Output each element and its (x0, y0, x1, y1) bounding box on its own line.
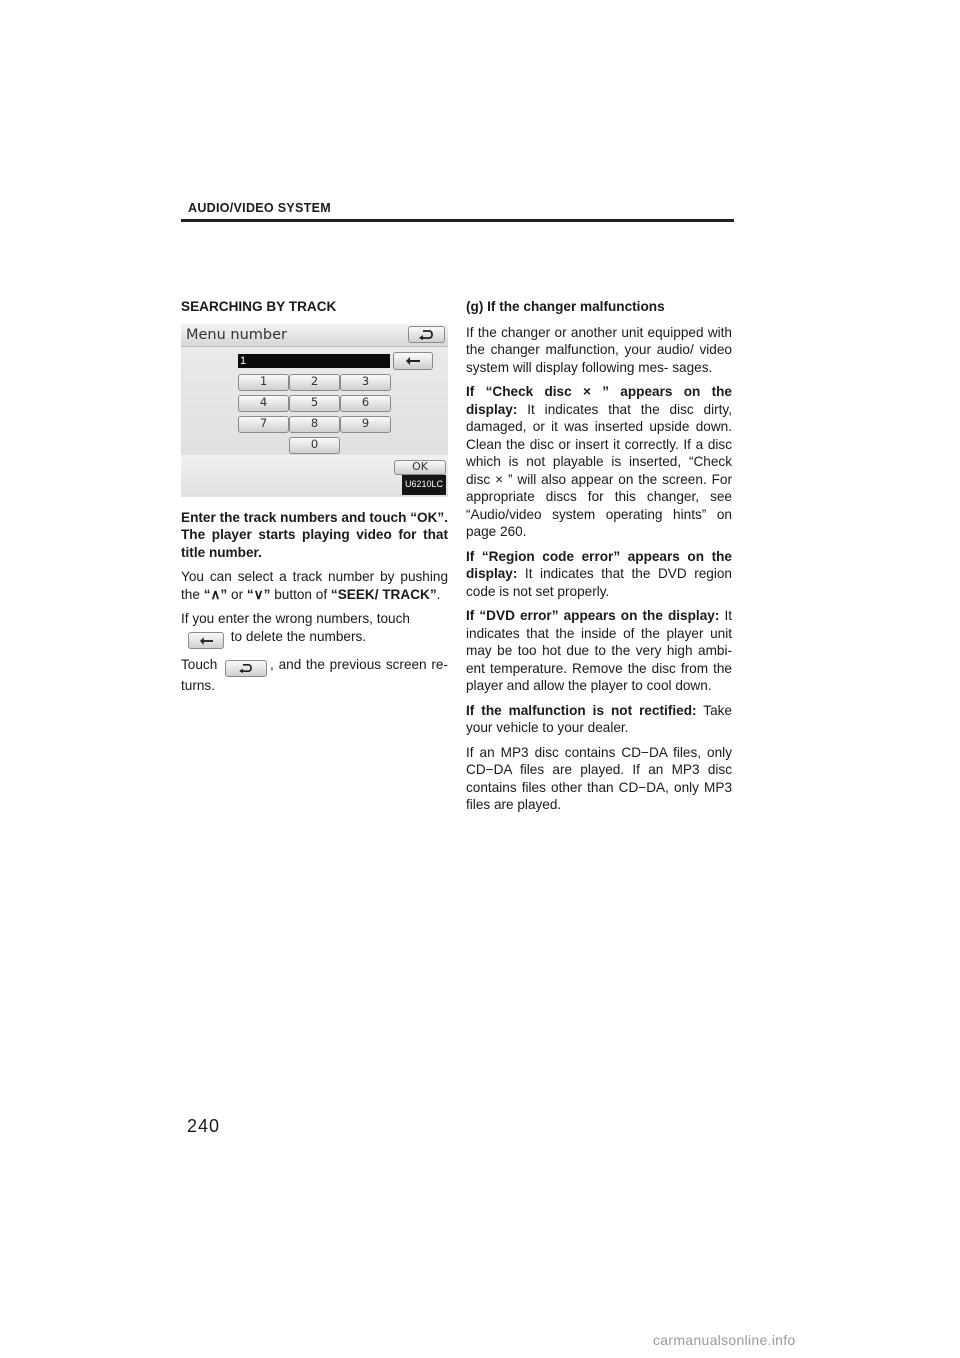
text-span: , and the previous screen re- turns. (181, 657, 448, 693)
image-code-label: U6210LC (402, 475, 446, 495)
key-5[interactable]: 5 (289, 395, 340, 412)
text-span: . (436, 586, 441, 602)
paragraph-not-rectified (466, 702, 732, 737)
backspace-arrow-icon (200, 637, 213, 645)
paragraph-touch-return (181, 656, 448, 694)
up-button-label: “∧” (203, 586, 228, 602)
paragraph-changer-intro: If the changer or another unit equipped with the changer malfunction, your audio/ video system will display following mes- sages. (466, 324, 732, 375)
return-arrow-icon (238, 663, 255, 673)
indent-block (181, 629, 366, 644)
ok-button[interactable]: OK (394, 460, 446, 475)
text-span: It indicates that the disc dirty, damaged, or it was inserted upside down. Clean the disc or insert it correctly. If a disc which is not playable is inserted, “Check disc × ” will also appear on the screen. For appropriate discs for this changer, see “Audio/video system operating hints” on page 260. (466, 401, 732, 539)
header-rule (181, 219, 734, 222)
text-span: Take your vehicle to your dealer. (466, 702, 732, 735)
page-number: 240 (187, 1116, 221, 1136)
text-span: If you enter the wrong numbers, touch (181, 611, 410, 626)
footer-watermark: carmanualsonline.info (653, 1332, 796, 1348)
text-span: Touch (181, 657, 223, 672)
paragraph-mp3: If an MP3 disc contains CD−DA files, only CD−DA files are played. If an MP3 disc contains files other than CD−DA, only MP3 files are played. (466, 744, 732, 812)
return-arrow-icon (418, 329, 436, 340)
bold-lead: If “Region code error” appears on the display: (466, 548, 732, 581)
text-span: to delete the numbers. (227, 628, 367, 644)
key-9[interactable]: 9 (340, 416, 391, 433)
inline-backspace-button (188, 632, 224, 649)
number-display-value: 1 (240, 354, 247, 367)
page-header: AUDIO/VIDEO SYSTEM (188, 201, 331, 215)
backspace-button[interactable] (393, 352, 433, 370)
bold-lead: If the malfunction is not rectified: (466, 702, 697, 718)
instruction-enter-track: Enter the track numbers and touch “OK”. The player starts playing video for that title number. (181, 509, 448, 560)
paragraph-region-code (466, 548, 732, 601)
paragraph-wrong-numbers (181, 610, 448, 649)
seek-track-label: “SEEK/ TRACK” (330, 586, 437, 602)
menu-number-screen-illustration (181, 324, 448, 497)
key-8[interactable]: 8 (289, 416, 340, 433)
key-3[interactable]: 3 (340, 374, 391, 391)
screen-title: Menu number (186, 326, 288, 343)
text-span: It indicates that the inside of the player unit may be too hot due to the very high ambi- ent temperature. Remove the disc from the player and allow the player to cool down. (466, 608, 732, 693)
key-0[interactable]: 0 (289, 437, 340, 454)
text-span: button of (270, 586, 331, 602)
section-title-searching: SEARCHING BY TRACK (181, 299, 337, 314)
bold-lead: If “DVD error” appears on the display: (466, 608, 720, 623)
key-1[interactable]: 1 (238, 374, 289, 391)
right-column (466, 298, 732, 821)
text-span: or (227, 586, 247, 602)
section-title-changer: (g) If the changer malfunctions (466, 299, 665, 314)
down-button-label: “∨” (246, 586, 271, 602)
key-4[interactable]: 4 (238, 395, 289, 412)
key-7[interactable]: 7 (238, 416, 289, 433)
key-6[interactable]: 6 (340, 395, 391, 412)
left-column (181, 298, 448, 701)
paragraph-dvd-error (466, 607, 732, 695)
paragraph-check-disc (466, 383, 732, 541)
text-span: It indicates that the DVD region code is not set properly. (466, 566, 732, 599)
number-display-field (238, 354, 390, 368)
bold-lead: If “Check disc × ” appears on the display: (466, 384, 732, 417)
paragraph-seek-track (181, 568, 448, 603)
text-span: You can select a track number by pushing the (181, 569, 448, 602)
inline-return-button (225, 660, 267, 677)
backspace-arrow-icon (406, 357, 420, 365)
key-2[interactable]: 2 (289, 374, 340, 391)
return-button[interactable] (408, 326, 445, 343)
